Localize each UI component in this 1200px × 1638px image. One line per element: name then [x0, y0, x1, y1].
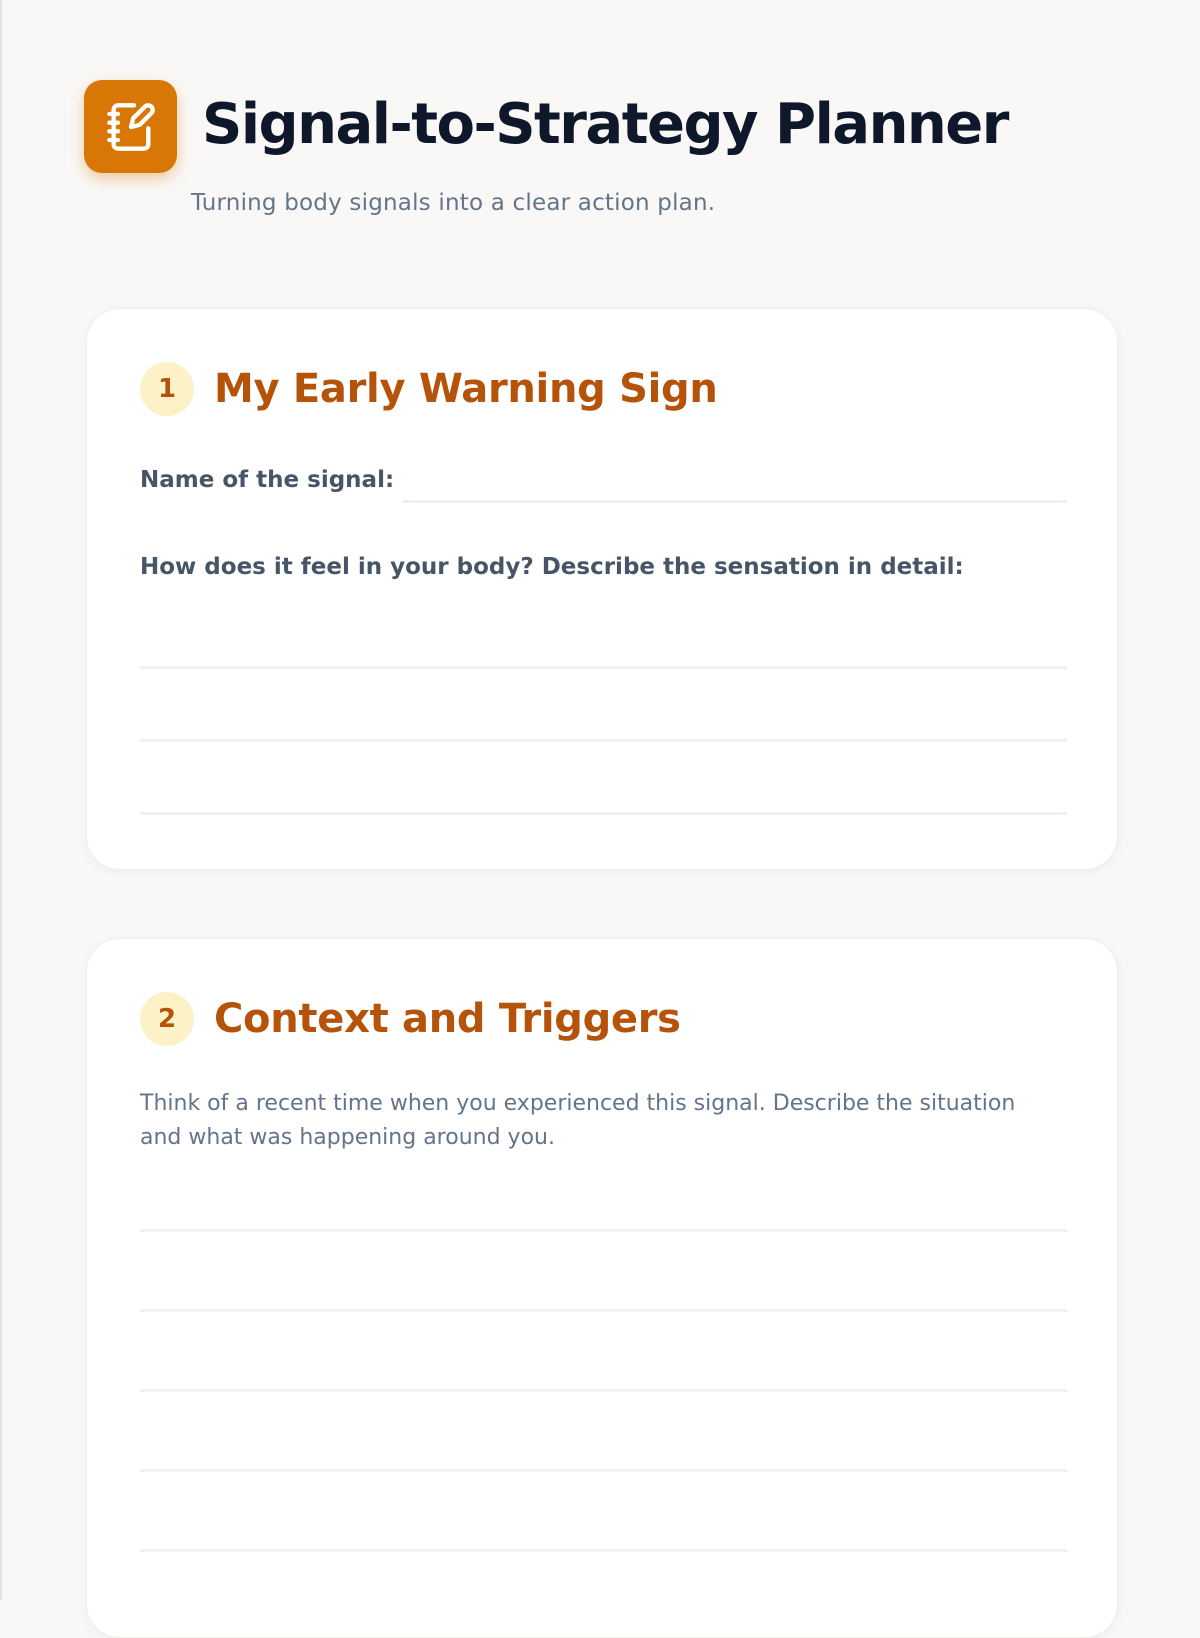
- context-prompt: Think of a recent time when you experienced this signal. Describe the situation and what was happening around you.: [140, 1091, 1016, 1150]
- section-title: My Early Warning Sign: [214, 366, 718, 412]
- context-write-line[interactable]: [140, 1229, 1067, 1232]
- section-title: Context and Triggers: [214, 996, 681, 1042]
- section-header: [140, 992, 681, 1046]
- sensation-label: How does it feel in your body? Describe the sensation in detail:: [140, 554, 964, 580]
- section-context-triggers: [86, 938, 1118, 1638]
- section-number-badge: 1: [140, 362, 194, 416]
- signal-name-input[interactable]: [403, 459, 1067, 503]
- context-write-line[interactable]: [140, 1389, 1067, 1392]
- sensation-write-line[interactable]: [140, 739, 1067, 742]
- page-title: Signal-to-Strategy Planner: [202, 92, 1008, 157]
- page-subtitle: Turning body signals into a clear action plan.: [191, 190, 716, 216]
- sensation-write-line[interactable]: [140, 666, 1067, 669]
- sensation-write-line[interactable]: [140, 812, 1067, 815]
- section-early-warning-sign: [86, 308, 1118, 870]
- signal-name-label: Name of the signal:: [140, 467, 395, 493]
- notebook-pen-icon: [84, 80, 177, 173]
- context-write-line[interactable]: [140, 1549, 1067, 1552]
- section-number-badge: 2: [140, 992, 194, 1046]
- context-write-line[interactable]: [140, 1309, 1067, 1312]
- section-header: [140, 362, 718, 416]
- context-write-line[interactable]: [140, 1469, 1067, 1472]
